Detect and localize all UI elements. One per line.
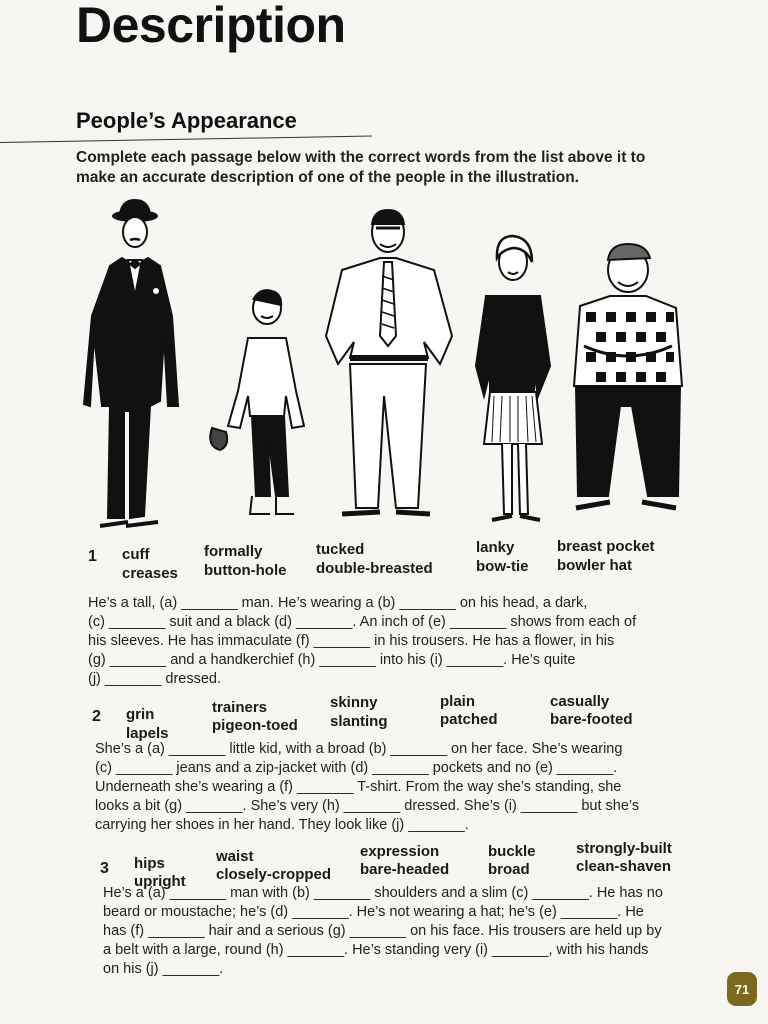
passage-line: his sleeves. He has immaculate (f) _______ in his trousers. He has a flower, in his [88,633,615,649]
word-option: bare-footed [550,711,633,728]
figure-tie-man [326,210,452,514]
figure-strong-man [574,244,682,508]
passage-line: on his (j) _______. [103,961,224,977]
passage-line: (c) _______ jeans and a zip-jacket with (d) _______ pockets and no (e) _______. [95,760,618,776]
section-title: People’s Appearance [76,108,297,133]
word-option: formally [204,543,263,560]
word-option: lapels [126,725,169,742]
figure-girl [210,290,304,514]
word-option: waist [216,848,254,865]
passage-line: She’s a (a) _______ little kid, with a broad (b) _______ on her face. She’s wearing [95,741,623,757]
instructions: Complete each passage below with the correct words from the list above it to make an accurate description of one of the people in the illustration. [76,149,646,186]
word-option: clean-shaven [576,858,672,875]
passage-line: (c) _______ suit and a black (d) _______. An inch of (e) _______ shows from each of [88,614,637,630]
word-option: bow-tie [476,558,529,575]
word-option: upright [134,873,186,890]
page-number-badge: 71 [727,972,757,1006]
word-option: bowler hat [557,557,633,574]
passage-line: has (f) _______ hair and a serious (g) _______ on his face. His trousers are held up by [103,923,662,939]
word-option: skinny [330,694,378,711]
word-option: slanting [330,713,388,730]
passage-line: (g) _______ and a handkerchief (h) _______ into his (i) _______. He’s quite [88,652,576,668]
passage-line: carrying her shoes in her hand. They look like (j) _______. [95,817,469,833]
word-option: lanky [476,539,515,556]
word-option: strongly-built [576,840,672,857]
word-option: hips [134,855,165,872]
passage-line: a belt with a large, round (h) _______. He’s standing very (i) _______, with his hands [103,942,649,958]
people-illustration [80,196,690,532]
word-option: buckle [488,843,536,860]
page-title: Description [76,0,346,53]
exercise-number: 2 [92,708,101,725]
passage-line: looks a bit (g) _______. She’s very (h) _______ dressed. She’s (i) _______ but she’s [95,798,640,814]
word-option: closely-cropped [216,866,332,883]
word-option: casually [550,693,610,710]
word-option: breast pocket [557,538,655,555]
divider-rule [0,136,372,143]
word-option: plain [440,693,476,710]
word-option: trainers [212,699,268,716]
word-option: grin [126,706,155,723]
word-option: double-breasted [316,560,433,577]
word-option: expression [360,843,440,860]
word-option: pigeon-toed [212,717,298,734]
exercise-number: 3 [100,860,109,877]
passage-line: (j) _______ dressed. [88,671,221,687]
word-option: tucked [316,541,365,558]
passage-line: He’s a tall, (a) _______ man. He’s wearing a (b) _______ on his head, a dark, [88,595,588,611]
word-option: cuff [122,546,150,563]
word-option: bare-headed [360,861,450,878]
word-option: patched [440,711,498,728]
passage-line: He’s a (a) _______ man with (b) _______ shoulders and a slim (c) _______. He has no [103,885,663,901]
exercise-number: 1 [88,548,97,565]
word-option: button-hole [204,562,287,579]
passage-line: Underneath she’s wearing a (f) _______ T-shirt. From the way she’s standing, she [95,779,622,795]
figure-tall-man [84,200,178,526]
word-option: broad [488,861,530,878]
word-option: creases [122,565,178,582]
passage-line: beard or moustache; he’s (d) _______. He’s not wearing a hat; he’s (e) _______. He [103,904,644,920]
figure-woman [476,236,550,520]
